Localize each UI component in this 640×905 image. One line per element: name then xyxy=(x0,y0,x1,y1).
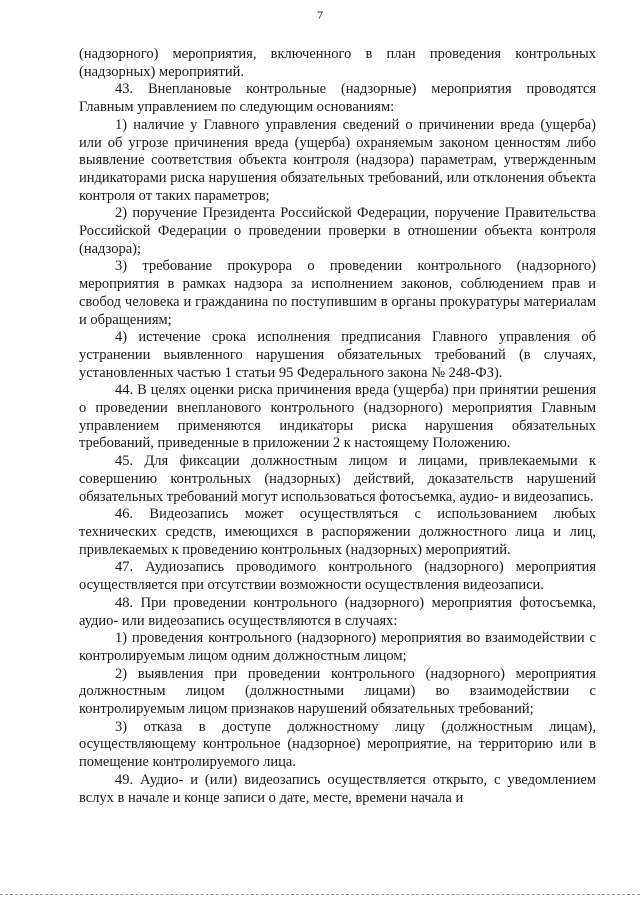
paragraph-48-subitem-1: 1) проведения контрольного (надзорного) мероприятия во взаимодействии с контролируемым лицом одним должностным лицом; xyxy=(79,630,596,664)
paragraph-43-subitem-4: 4) истечение срока исполнения предписания Главного управления об устранении выявленного нарушения обязательных требований (в случаях, установленных частью 1 статьи 95 Федерального закона № 248-ФЗ). xyxy=(79,329,596,381)
paragraph-item-43: 43. Внеплановые контрольные (надзорные) мероприятия проводятся Главным управлением по следующим основаниям: xyxy=(79,81,596,116)
paragraph-item-47: 47. Аудиозапись проводимого контрольного (надзорного) мероприятия осуществляется при отсутствии возможности осуществления видеозаписи. xyxy=(79,559,596,594)
paragraph-43-subitem-1: 1) наличие у Главного управления сведений о причинении вреда (ущерба) или об угрозе причинения вреда (ущерба) охраняемым законом ценностям либо выявление соответствия объекта контроля (надзора) параметрам, утвержденным индикаторами риска нарушения обязательных требований, или отклонения объекта контроля от таких параметров; xyxy=(79,116,596,204)
document-body xyxy=(79,46,596,807)
paragraph-43-subitem-2: 2) поручение Президента Российской Федерации, поручение Правительства Российской Федерации о проведении проверки в отношении объекта контроля (надзора); xyxy=(79,205,596,257)
paragraph-item-49: 49. Аудио- и (или) видеозапись осуществляется открыто, с уведомлением вслух в начале и конце записи о дате, месте, времени начала и xyxy=(79,771,596,806)
paragraph-item-44: 44. В целях оценки риска причинения вреда (ущерба) при принятии решения о проведении внепланового контрольного (надзорного) мероприятия Главным управлением применяются индикаторы риска нарушения обязательных требований, приведенные в приложении 2 к настоящему Положению. xyxy=(79,382,596,452)
page-number: 7 xyxy=(317,8,323,22)
paragraph-48-subitem-2: 2) выявления при проведении контрольного (надзорного) мероприятия должностным лицом (должностными лицами) во взаимодействии с контролируемым лицом признаков нарушений обязательных требований; xyxy=(79,665,596,718)
paragraph-43-subitem-3: 3) требование прокурора о проведении контрольного (надзорного) мероприятия в рамках надзора за исполнением законов, соблюдением прав и свобод человека и гражданина по поступившим в органы прокуратуры материалам и обращениям; xyxy=(79,258,596,328)
paragraph-item-48: 48. При проведении контрольного (надзорного) мероприятия фотосъемка, аудио- или видеозапись осуществляются в случаях: xyxy=(79,594,596,629)
page-bottom-divider xyxy=(0,894,640,895)
paragraph-item-46: 46. Видеозапись может осуществляться с использованием любых технических средств, имеющихся в распоряжении должностного лица и лиц, привлекаемых к проведению контрольных (надзорных) мероприятий. xyxy=(79,506,596,558)
paragraph-48-subitem-3: 3) отказа в доступе должностному лицу (должностным лицам), осуществляющему контрольное (надзорное) мероприятие, на территорию или в помещение контролируемого лица. xyxy=(79,718,596,771)
paragraph-item-45: 45. Для фиксации должностным лицом и лицами, привлекаемыми к совершению контрольных (надзорных) действий, доказательств нарушений обязательных требований могут использоваться фотосъемка, аудио- и видеозапись. xyxy=(79,453,596,505)
paragraph-continuation: (надзорного) мероприятия, включенного в план проведения контрольных (надзорных) мероприятий. xyxy=(79,46,596,80)
